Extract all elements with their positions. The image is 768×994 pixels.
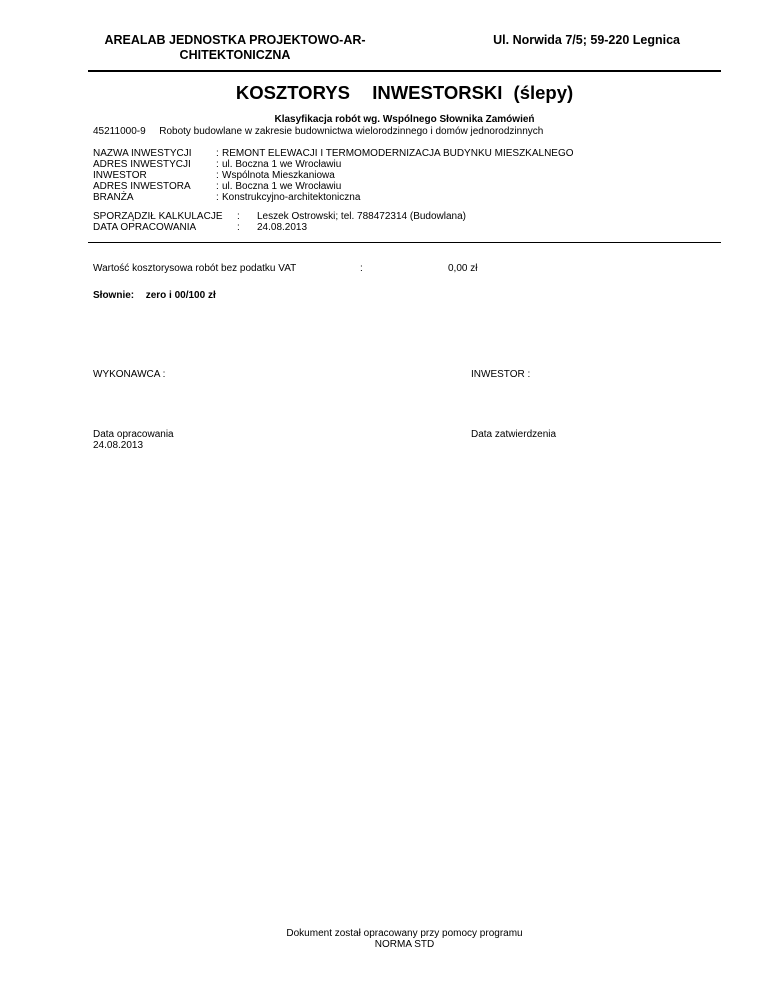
investment-info bbox=[93, 148, 713, 203]
prepared-label: DATA OPRACOWANIA bbox=[93, 222, 197, 233]
header-divider bbox=[88, 70, 721, 72]
info-separator: : bbox=[216, 181, 219, 192]
words-label: Słownie: bbox=[93, 290, 135, 301]
company-name bbox=[95, 33, 375, 63]
info-value: ul. Boczna 1 we Wrocławiu bbox=[222, 159, 342, 170]
info-label: BRANŻA bbox=[93, 192, 134, 203]
cost-value-separator: : bbox=[360, 263, 363, 274]
info-label: ADRES INWESTYCJI bbox=[93, 159, 191, 170]
contractor-label: WYKONAWCA : bbox=[93, 369, 166, 380]
approval-date-label: Data zatwierdzenia bbox=[471, 429, 557, 440]
prepared-info bbox=[93, 211, 713, 233]
info-row-investor-address bbox=[93, 181, 713, 192]
investor-label: INWESTOR : bbox=[471, 369, 531, 380]
company-name-line2: CHITEKTONICZNA bbox=[179, 48, 291, 62]
classification-title: Klasyfikacja robót wg. Wspólnego Słownika Zamówień bbox=[274, 114, 535, 125]
prepared-row-author bbox=[93, 211, 713, 222]
prepared-separator: : bbox=[237, 222, 240, 233]
info-row-address bbox=[93, 159, 713, 170]
info-row-name bbox=[93, 148, 713, 159]
preparation-date bbox=[93, 429, 174, 451]
info-value: ul. Boczna 1 we Wrocławiu bbox=[222, 181, 342, 192]
info-separator: : bbox=[216, 159, 219, 170]
info-label: ADRES INWESTORA bbox=[93, 181, 191, 192]
words-value: zero i 00/100 zł bbox=[145, 290, 216, 301]
info-separator: : bbox=[216, 192, 219, 203]
info-label: NAZWA INWESTYCJI bbox=[93, 148, 192, 159]
classification-code: 45211000-9 bbox=[93, 126, 146, 137]
prepared-row-date bbox=[93, 222, 713, 233]
classification-row bbox=[93, 126, 713, 137]
prepared-separator: : bbox=[237, 211, 240, 222]
info-row-branch bbox=[93, 192, 713, 203]
preparation-date-value: 24.08.2013 bbox=[93, 440, 144, 451]
document-title: KOSZTORYS INWESTORSKI (ślepy) bbox=[235, 82, 574, 103]
info-value: Konstrukcyjno-architektoniczna bbox=[222, 192, 361, 203]
info-separator: : bbox=[216, 148, 219, 159]
info-divider bbox=[88, 242, 721, 243]
company-address: Ul. Norwida 7/5; 59-220 Legnica bbox=[493, 33, 680, 47]
classification-description: Roboty budowlane w zakresie budownictwa wielorodzinnego i domów jednorodzinnych bbox=[159, 126, 544, 137]
cost-value-amount: 0,00 zł bbox=[448, 263, 478, 274]
cost-value-label: Wartość kosztorysowa robót bez podatku VAT bbox=[93, 263, 297, 274]
footer-line1: Dokument został opracowany przy pomocy programu bbox=[286, 928, 523, 939]
footer-line2: NORMA STD bbox=[374, 939, 435, 950]
footer-note bbox=[88, 928, 721, 950]
info-value: Wspólnota Mieszkaniowa bbox=[222, 170, 335, 181]
company-name-line1: AREALAB JEDNOSTKA PROJEKTOWO-AR- bbox=[104, 33, 366, 47]
prepared-value: 24.08.2013 bbox=[257, 222, 308, 233]
amount-in-words bbox=[93, 290, 216, 301]
preparation-date-label: Data opracowania bbox=[93, 429, 174, 440]
info-value: REMONT ELEWACJI I TERMOMODERNIZACJA BUDYNKU MIESZKALNEGO bbox=[222, 148, 574, 159]
info-label: INWESTOR bbox=[93, 170, 147, 181]
prepared-value: Leszek Ostrowski; tel. 788472314 (Budowlana) bbox=[257, 211, 467, 222]
info-separator: : bbox=[216, 170, 219, 181]
prepared-label: SPORZĄDZIŁ KALKULACJE bbox=[93, 211, 223, 222]
info-row-investor bbox=[93, 170, 713, 181]
